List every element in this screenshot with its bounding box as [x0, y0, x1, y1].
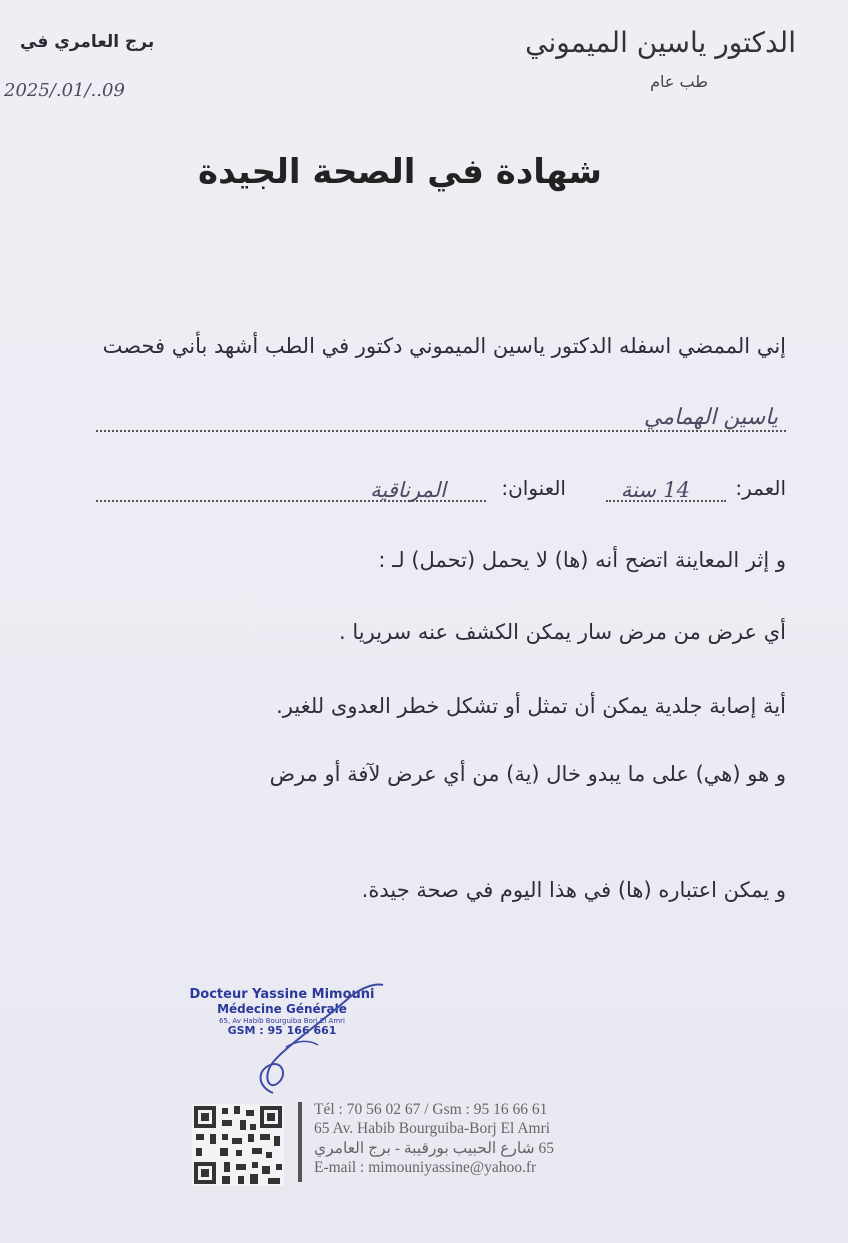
footer-divider — [298, 1102, 302, 1182]
stamp-gsm: GSM : 95 166 661 — [227, 1023, 337, 1037]
patient-name: ياسين الهمامي — [643, 405, 778, 430]
place-label: برج العامري في — [20, 32, 155, 52]
contact-address-ar: 65 شارع الحبيب بورقيبة - برج العامري — [314, 1139, 554, 1157]
body-line-6: و هو (هي) على ما يبدو خال (ية) من أي عرض لآفة أو مرض — [269, 762, 786, 786]
age-unit: سنة — [620, 478, 656, 502]
doctor-name: الدكتور ياسين الميموني — [525, 26, 796, 59]
stamp-name: Docteur Yassine Mimouni — [189, 987, 375, 1002]
doctor-specialty: طب عام — [650, 72, 708, 91]
body-line-5: أية إصابة جلدية يمكن أن تمثل أو تشكل خطر العدوى للغير. — [276, 694, 786, 718]
age-address-row — [96, 474, 786, 506]
stamp-specialty: Médecine Générale — [217, 1001, 347, 1016]
age-value: 14 — [663, 478, 690, 502]
body-line-7: و يمكن اعتباره (ها) في هذا اليوم في صحة جيدة. — [361, 878, 786, 902]
contact-phone: Tél : 70 56 02 67 / Gsm : 95 16 66 61 — [314, 1101, 548, 1118]
certificate-date: 2025/.01/..09 — [4, 80, 125, 101]
address-label: العنوان: — [501, 476, 566, 500]
address-value: المرناقية — [370, 478, 446, 502]
signature — [178, 975, 408, 1115]
contact-block — [314, 1100, 554, 1178]
age-label: العمر: — [735, 476, 786, 500]
contact-email: E-mail : mimouniyassine@yahoo.fr — [314, 1159, 537, 1177]
body-line-3: و إثر المعاينة اتضح أنه (ها) لا يحمل (تحمل) لـ : — [378, 548, 786, 572]
contact-address-fr: 65 Av. Habib Bourguiba-Borj El Amri — [314, 1120, 551, 1138]
qr-code — [192, 1104, 284, 1186]
body-line-4: أي عرض من مرض سار يمكن الكشف عنه سريريا . — [339, 620, 786, 644]
body-line-1: إني الممضي اسفله الدكتور ياسين الميموني دكتور في الطب أشهد بأني فحصت — [102, 334, 786, 358]
patient-name-field — [96, 404, 786, 432]
stamp-address: 65, Av Habib Bourguiba Borj El Amri — [219, 1016, 345, 1025]
page-title: شهادة في الصحة الجيدة — [198, 152, 602, 192]
